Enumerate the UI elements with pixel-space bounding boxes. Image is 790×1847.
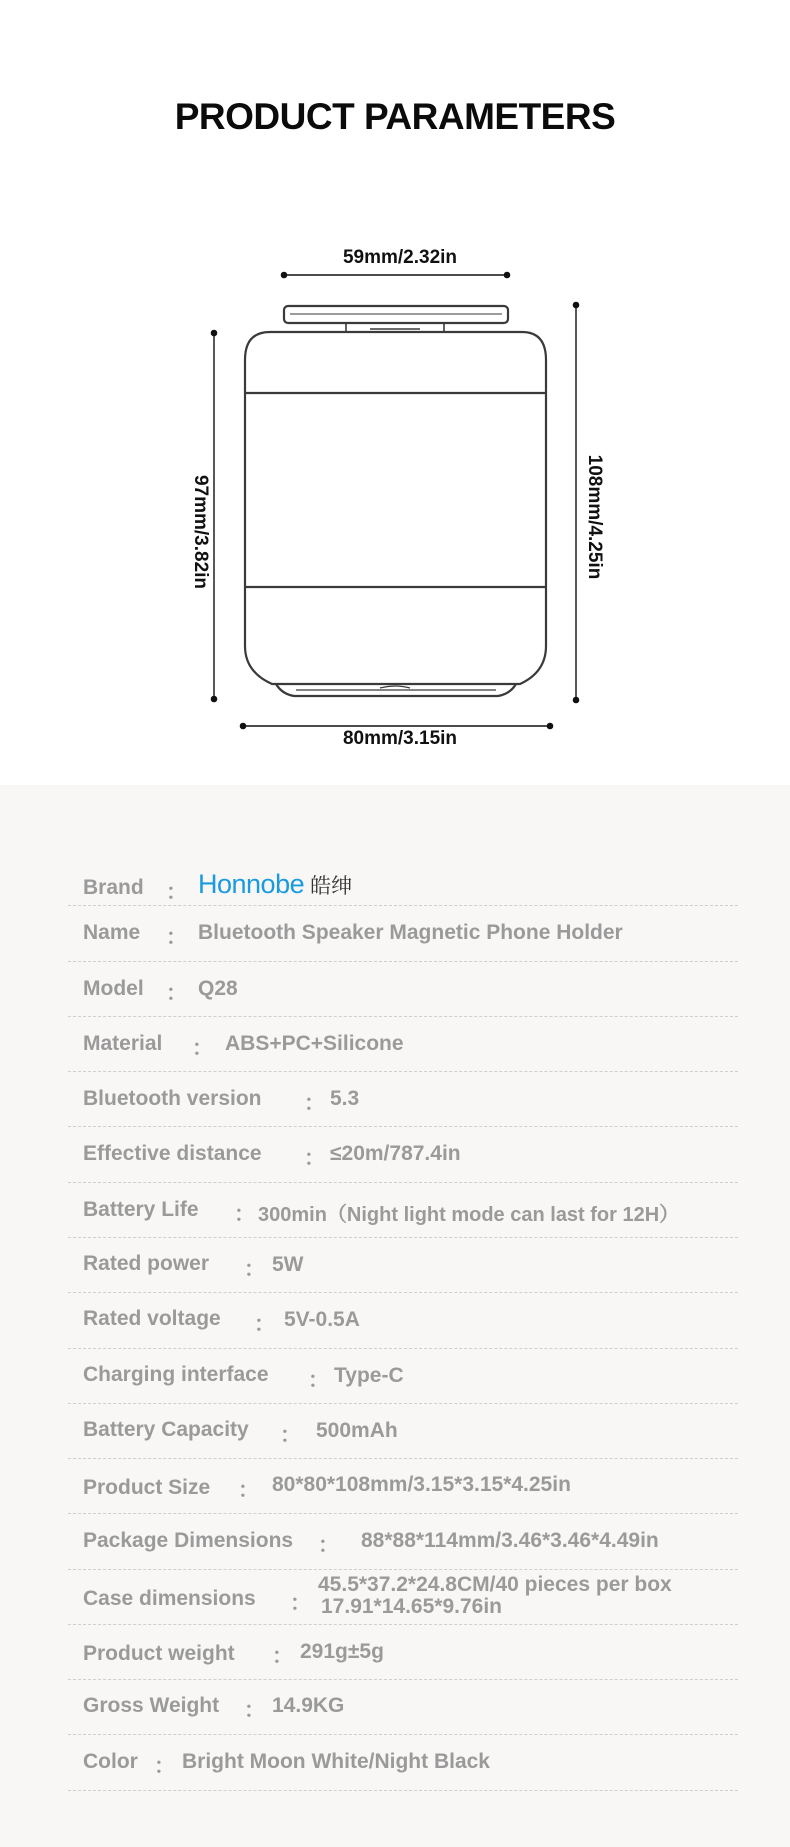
spec-label: Color bbox=[83, 1750, 138, 1773]
spec-row-rated-power bbox=[68, 1237, 738, 1293]
spec-label: Battery Capacity bbox=[83, 1418, 249, 1441]
brand-logo-text: Honnobe bbox=[198, 869, 305, 899]
spec-label: Name bbox=[83, 921, 141, 944]
spec-value: 291g±5g bbox=[300, 1640, 384, 1663]
dimension-left-label: 97mm/3.82in bbox=[190, 474, 211, 590]
spec-value: 80*80*108mm/3.15*3.15*4.25in bbox=[272, 1473, 571, 1496]
spec-row-material bbox=[68, 1016, 738, 1072]
spec-value: Bright Moon White/Night Black bbox=[182, 1750, 490, 1773]
spec-row-brand bbox=[68, 859, 738, 906]
spec-colon: ： bbox=[244, 1258, 265, 1281]
spec-value: ABS+PC+Silicone bbox=[225, 1032, 404, 1055]
spec-label: Charging interface bbox=[83, 1363, 269, 1386]
dimension-top-label: 59mm/2.32in bbox=[342, 247, 458, 268]
brand-logo-cn: 皓绅 bbox=[310, 875, 353, 898]
spec-value-line2: 17.91*14.65*9.76in bbox=[321, 1595, 502, 1618]
spec-value: 14.9KG bbox=[272, 1694, 345, 1717]
speaker-dimension-diagram bbox=[0, 0, 790, 785]
spec-value: Q28 bbox=[198, 977, 238, 1000]
spec-row-battery-life bbox=[68, 1182, 738, 1238]
spec-colon: ： bbox=[166, 926, 187, 949]
spec-value: 5W bbox=[272, 1253, 304, 1276]
spec-row-product-size bbox=[68, 1458, 738, 1514]
dimension-right-label: 108mm/4.25in bbox=[584, 454, 605, 580]
spec-colon: ： bbox=[166, 881, 187, 904]
spec-colon: ： bbox=[308, 1369, 329, 1392]
spec-label: Rated voltage bbox=[83, 1307, 221, 1330]
spec-colon: ： bbox=[154, 1755, 175, 1778]
page-title: PRODUCT PARAMETERS bbox=[174, 96, 616, 137]
spec-colon: ： bbox=[290, 1592, 311, 1615]
spec-colon: ： bbox=[244, 1699, 265, 1722]
spec-colon: ： bbox=[280, 1424, 301, 1447]
spec-colon: ： bbox=[234, 1203, 255, 1226]
spec-value: 88*88*114mm/3.46*3.46*4.49in bbox=[361, 1529, 659, 1552]
spec-label: Material bbox=[83, 1032, 163, 1055]
spec-row-effective-distance bbox=[68, 1126, 738, 1183]
spec-row-gross-weight bbox=[68, 1679, 738, 1735]
spec-row-model bbox=[68, 961, 738, 1017]
spec-value: 5V-0.5A bbox=[284, 1308, 360, 1331]
spec-value: 5.3 bbox=[330, 1087, 360, 1110]
specifications-table bbox=[0, 785, 790, 1847]
spec-label: Bluetooth version bbox=[83, 1087, 262, 1110]
spec-value: 45.5*37.2*24.8CM/40 pieces per box bbox=[318, 1573, 672, 1596]
spec-colon: ： bbox=[318, 1534, 339, 1557]
spec-row-rated-voltage bbox=[68, 1292, 738, 1349]
spec-colon: ： bbox=[166, 982, 187, 1005]
spec-value: Type-C bbox=[334, 1364, 404, 1387]
brand-logo bbox=[198, 869, 352, 900]
spec-value: 500mAh bbox=[316, 1419, 398, 1442]
spec-label: Case dimensions bbox=[83, 1587, 256, 1610]
spec-row-package-dimensions bbox=[68, 1513, 738, 1570]
spec-colon: ： bbox=[304, 1147, 325, 1170]
spec-colon: ： bbox=[272, 1645, 293, 1668]
spec-row-product-weight bbox=[68, 1624, 738, 1680]
spec-label: Package Dimensions bbox=[83, 1529, 294, 1552]
spec-value: ≤20m/787.4in bbox=[330, 1142, 461, 1165]
speaker-body bbox=[245, 332, 546, 684]
spec-row-name bbox=[68, 905, 738, 962]
spec-label: Gross Weight bbox=[83, 1694, 220, 1717]
spec-label: Rated power bbox=[83, 1252, 210, 1275]
spec-label: Battery Life bbox=[83, 1198, 199, 1221]
spec-colon: ： bbox=[192, 1037, 213, 1060]
spec-row-charging-interface bbox=[68, 1348, 738, 1404]
spec-label: Model bbox=[83, 977, 144, 1000]
spec-label: Product Size bbox=[83, 1476, 211, 1499]
spec-value: 300min（Night light mode can last for 12H） bbox=[258, 1204, 680, 1226]
spec-row-bluetooth-version bbox=[68, 1071, 738, 1127]
spec-label: Effective distance bbox=[83, 1142, 262, 1165]
dimension-bottom-label: 80mm/3.15in bbox=[342, 728, 458, 749]
spec-row-color bbox=[68, 1734, 738, 1791]
spec-label: Brand bbox=[83, 876, 144, 899]
spec-value: Bluetooth Speaker Magnetic Phone Holder bbox=[198, 921, 623, 944]
spec-row-case-dimensions bbox=[68, 1569, 738, 1625]
spec-colon: ： bbox=[238, 1479, 259, 1502]
spec-row-battery-capacity bbox=[68, 1403, 738, 1459]
spec-label: Product weight bbox=[83, 1642, 235, 1665]
spec-colon: ： bbox=[304, 1092, 325, 1115]
spec-colon: ： bbox=[254, 1313, 275, 1336]
diagram-section bbox=[0, 0, 790, 785]
